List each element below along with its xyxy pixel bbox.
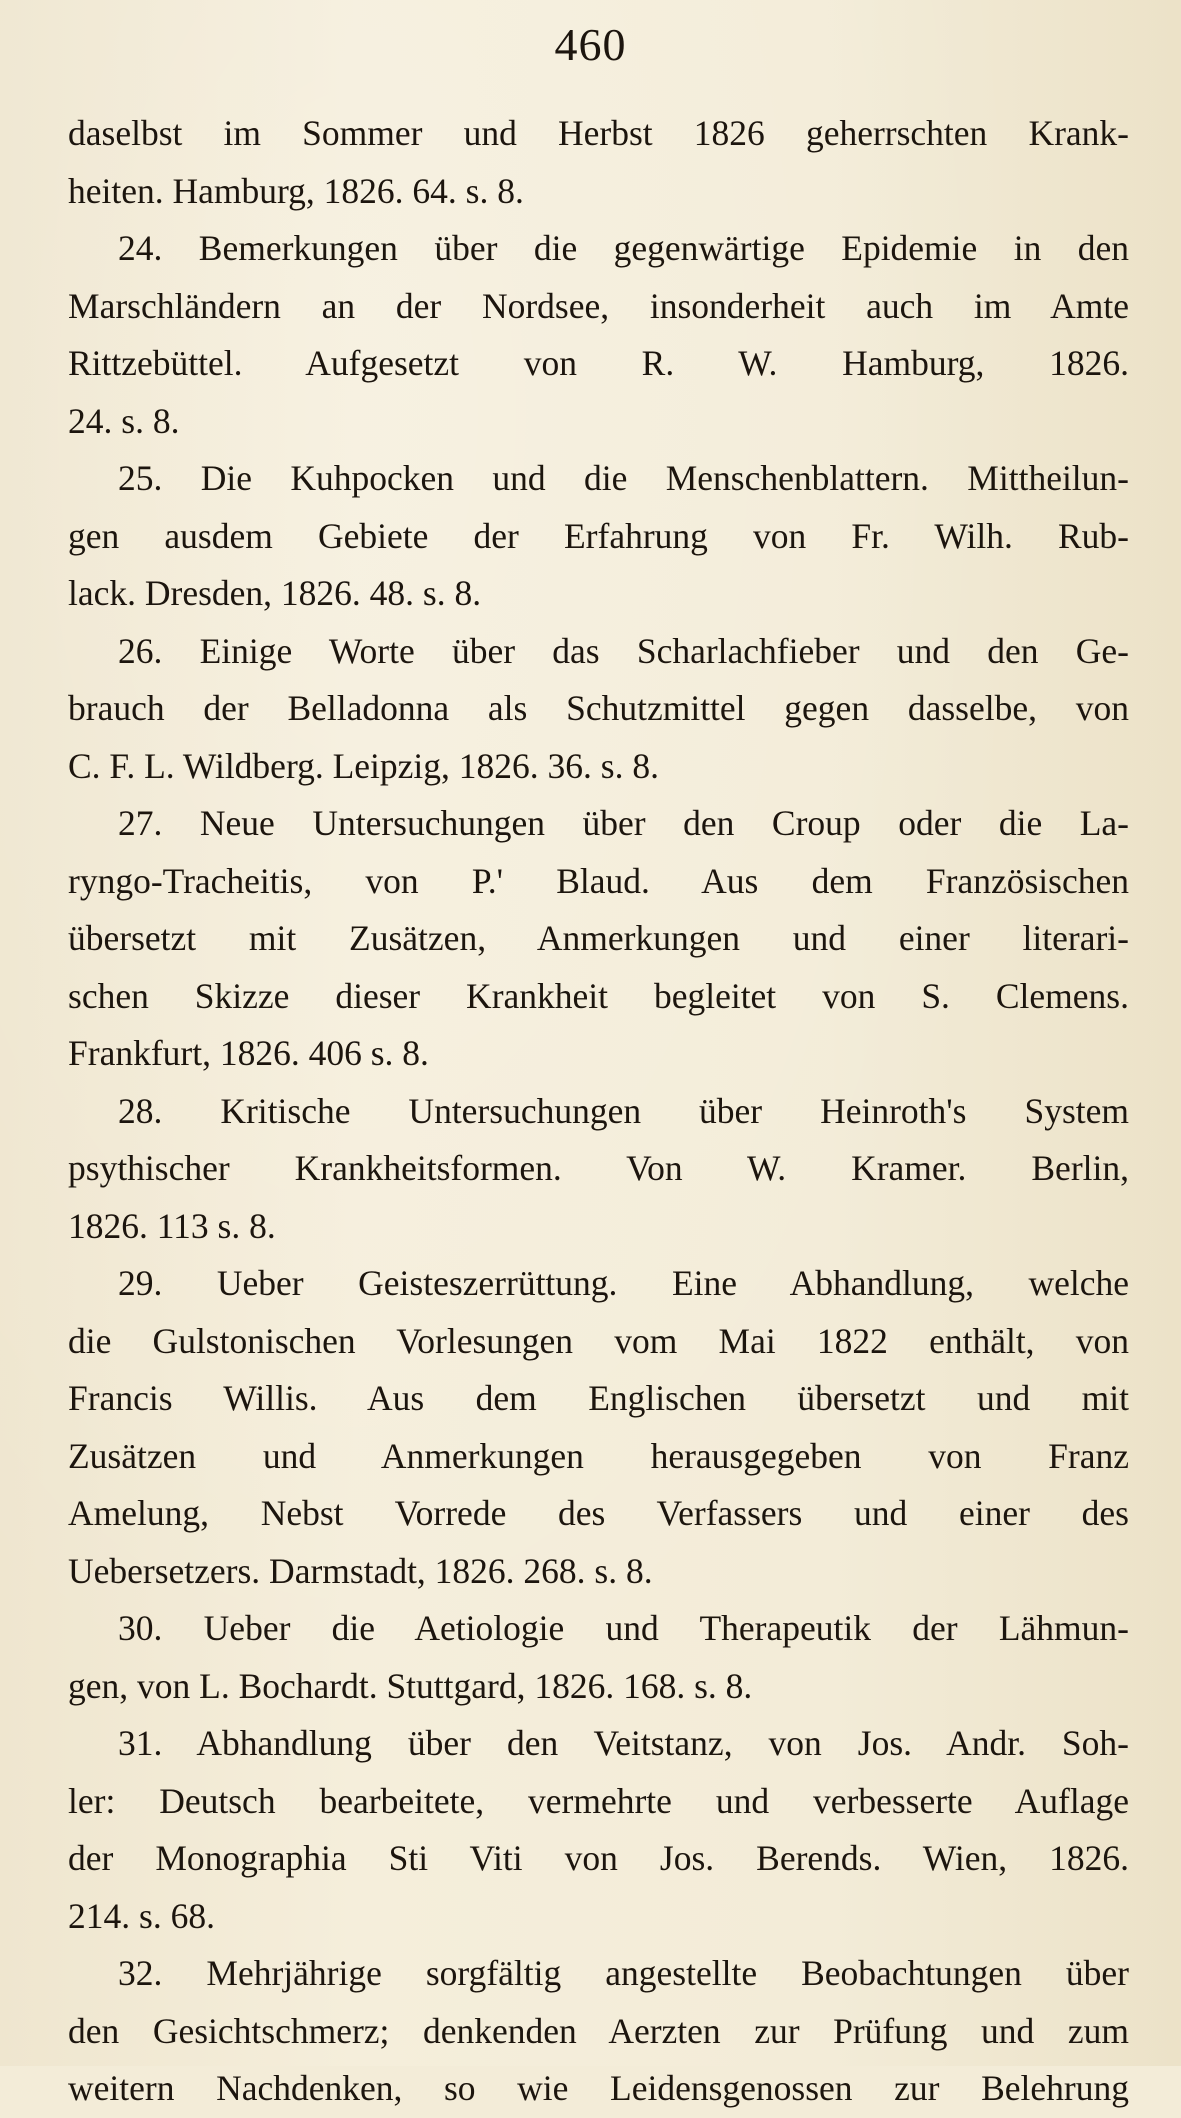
text-line: der Monographia Sti Viti von Jos. Berends. Wien, 1826.	[68, 1838, 1129, 1878]
text-line: gen ausdem Gebiete der Erfahrung von Fr. Wilh. Rub-	[68, 515, 1129, 556]
text-line: 214. s. 68.	[68, 1895, 215, 1936]
text-line: schen Skizze dieser Krankheit begleitet von S. Clemens.	[68, 975, 1129, 1016]
page-number: 460	[554, 19, 627, 70]
text-line: Zusätzen und Anmerkungen herausgegeben von Franz	[68, 1435, 1129, 1476]
text-line: 25. Die Kuhpocken und die Menschenblattern. Mittheilun-	[118, 458, 1129, 498]
text-line: 24. Bemerkungen über die gegenwärtige Epidemie in den	[118, 228, 1129, 268]
text-line: Francis Willis. Aus dem Englischen übersetzt und mit	[68, 1378, 1129, 1418]
text-line: 30. Ueber die Aetiologie und Therapeutik der Lähmun-	[118, 1608, 1129, 1648]
text-line: gen, von L. Bochardt. Stuttgard, 1826. 168. s. 8.	[68, 1665, 753, 1706]
text-line: psythischer Krankheitsformen. Von W. Kramer. Berlin,	[68, 1148, 1129, 1188]
text-line: Amelung, Nebst Vorrede des Verfassers und einer des	[68, 1493, 1129, 1533]
text-line: heiten. Hamburg, 1826. 64. s. 8.	[68, 170, 524, 211]
text-line: 27. Neue Untersuchungen über den Croup oder die La-	[118, 803, 1129, 843]
text-line: den Gesichtschmerz; denkenden Aerzten zur Prüfung und zum	[68, 2010, 1129, 2051]
text-line: die Gulstonischen Vorlesungen vom Mai 1822 enthält, von	[68, 1320, 1129, 1361]
text-line: daselbst im Sommer und Herbst 1826 geherrschten Krank-	[68, 113, 1129, 153]
text-line: ler: Deutsch bearbeitete, vermehrte und verbesserte Auflage	[68, 1780, 1129, 1821]
text-line: 26. Einige Worte über das Scharlachfieber und den Ge-	[118, 630, 1129, 671]
text-line: C. F. L. Wildberg. Leipzig, 1826. 36. s. 8.	[68, 745, 659, 786]
bibliography-text	[68, 105, 1129, 2118]
text-line: 29. Ueber Geisteszerrüttung. Eine Abhandlung, welche	[118, 1263, 1129, 1303]
text-line: Marschländern an der Nordsee, insonderheit auch im Amte	[68, 285, 1129, 326]
text-line: 24. s. 8.	[68, 400, 180, 441]
text-line: brauch der Belladonna als Schutzmittel gegen dasselbe, von	[68, 688, 1129, 728]
text-line: übersetzt mit Zusätzen, Anmerkungen und einer literari-	[68, 918, 1129, 958]
text-line: ryngo-Tracheitis, von P.' Blaud. Aus dem Französischen	[68, 860, 1129, 901]
text-line: 32. Mehrjährige sorgfältig angestellte Beobachtungen über	[118, 1953, 1129, 1993]
text-line: 28. Kritische Untersuchungen über Heinroth's System	[118, 1090, 1129, 1131]
text-line: Uebersetzers. Darmstadt, 1826. 268. s. 8.	[68, 1550, 653, 1591]
text-line: 1826. 113 s. 8.	[68, 1205, 276, 1246]
text-line: Rittzebüttel. Aufgesetzt von R. W. Hamburg, 1826.	[68, 343, 1129, 383]
text-line: weitern Nachdenken, so wie Leidensgenossen zur Belehrung	[68, 2068, 1129, 2108]
text-line: Frankfurt, 1826. 406 s. 8.	[68, 1033, 429, 1073]
text-line: lack. Dresden, 1826. 48. s. 8.	[68, 573, 482, 613]
text-line: 31. Abhandlung über den Veitstanz, von Jos. Andr. Soh-	[118, 1723, 1129, 1763]
